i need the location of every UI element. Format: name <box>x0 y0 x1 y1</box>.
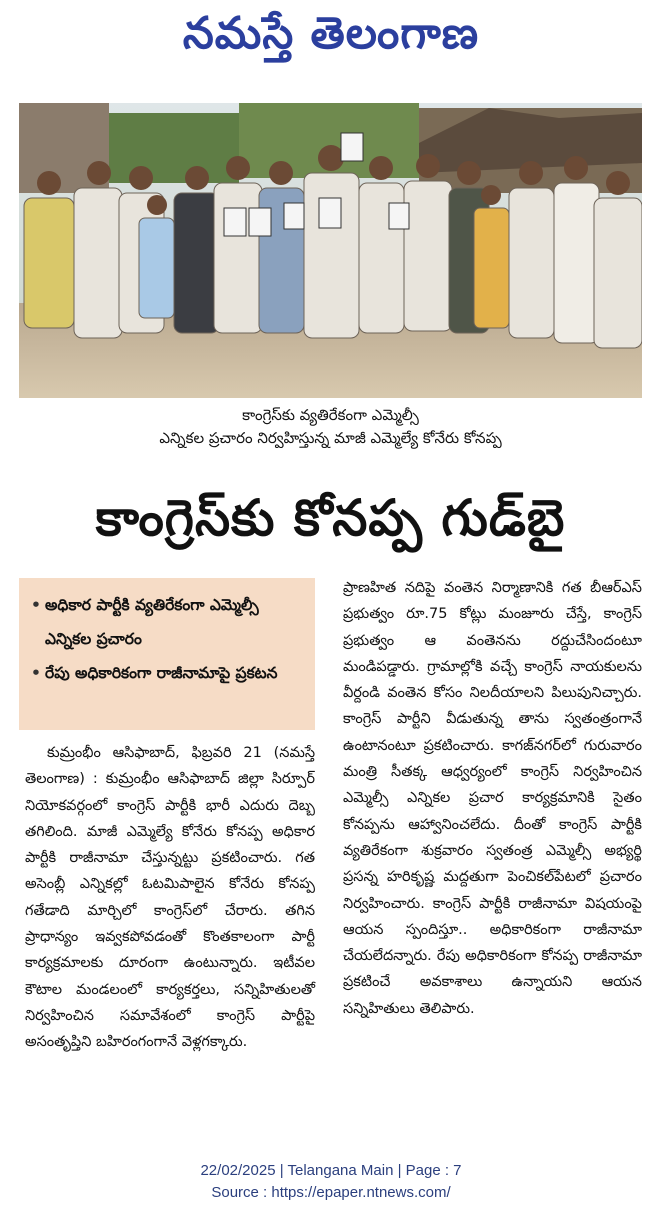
page-footer <box>0 1160 662 1204</box>
highlights-box <box>19 578 315 730</box>
footer-date-page: 22/02/2025 | Telangana Main | Page : 7 <box>200 1162 462 1179</box>
caption-line-1: కాంగ్రెస్‌కు వ్యతిరేకంగా ఎమ్మెల్సీ <box>242 406 419 424</box>
article-column-right <box>343 575 642 1022</box>
photo-caption <box>19 404 642 450</box>
article-column-left <box>25 740 315 1056</box>
bullet-icon: • <box>31 596 41 614</box>
bullet-icon: • <box>31 664 41 682</box>
highlight-item <box>31 656 307 690</box>
masthead-title: నమస్తే తెలంగాణ <box>182 8 480 59</box>
highlight-item <box>31 588 307 656</box>
article-paragraph-right: ప్రాణహిత నదిపై వంతెన నిర్మాణానికి గత బీఆర్‌ఎస్ ప్రభుత్వం రూ.75 కోట్లు మంజూరు చేస్తే, కాంగ్రెస్ ప్రభుత్వం ఆ వంతెనను రద్దుచేసిందంటూ మండిపడ్డారు. గ్రామాల్లోకి వచ్చే కాంగ్రెస్ నాయకులను వీర్దండి వంతెన కోసం నిలదీయాలని పిలుపునిచ్చారు. కాంగ్రెస్ పార్టీని వీడుతున్న తాను స్వతంత్రంగానే ఉంటానంటూ ప్రకటించారు. కాగజ్‌నగర్‌లో గురువారం మంత్రి సీతక్క ఆధ్వర్యంలో కాంగ్రెస్ నిర్వహించిన ఎమ్మెల్సీ ఎన్నికల ప్రచార కార్యక్రమానికి సైతం కోనప్పను ఆహ్వానించలేదు. దీంతో కాంగ్రెస్ పార్టీకి వ్యతిరేకంగా శుక్రవారం స్వతంత్ర ఎమ్మెల్సీ అభ్యర్థి ప్రసన్న హరికృష్ణ మద్దతుగా పెంచికల్‌పేటలో ప్రచారం నిర్వహించారు. కాంగ్రెస్ పార్టీకి రాజీనామా విషయంపై ఆయన స్పందిస్తూ.. అధికారికంగా రాజీనామా చేయలేదన్నారు. రేపు అధికారికంగా కోనప్ప రాజీనామా ప్రకటించే అవకాశాలు ఉన్నాయని ఆయన సన్నిహితులు తెలిపారు. <box>343 580 642 1017</box>
highlight-text: అధికార పార్టీకి వ్యతిరేకంగా ఎమ్మెల్సీ ఎన్నికల ప్రచారం <box>45 596 259 648</box>
article-headline: కాంగ్రెస్‌కు కోనప్ప గుడ్‌బై <box>95 489 566 547</box>
footer-source: Source : https://epaper.ntnews.com/ <box>211 1184 451 1201</box>
group-photo-icon <box>19 103 642 398</box>
newspaper-masthead <box>0 8 662 70</box>
highlight-text: రేపు అధికారికంగా రాజీనామాపై ప్రకటన <box>45 664 278 682</box>
news-photo <box>19 103 642 398</box>
article-paragraph-left: కుమ్రంభీం ఆసిఫాబాద్, ఫిబ్రవరి 21 (నమస్తే తెలంగాణ) : కుమ్రంభీం ఆసిఫాబాద్ జిల్లా సిర్పూర్ నియోకవర్గంలో కాంగ్రెస్ పార్టీకి భారీ ఎదురు దెబ్బ తగిలింది. మాజీ ఎమ్మెల్యే కోనేరు కోనప్ప అధికార పార్టీకి రాజీనామా చేస్తున్నట్టు ప్రకటించారు. గత అసెంబ్లీ ఎన్నికల్లో ఓటమిపాలైన కోనేరు కోనప్ప గతేడాది మార్చిలో కాంగ్రెస్‌లో చేరారు. తగిన ప్రాధాన్యం ఇవ్వకపోవడంతో కొంతకాలంగా పార్టీ కార్యక్రమాలకు దూరంగా ఉంటున్నారు. ఇటీవల కౌటాల మండలంలో కార్యకర్తలు, సన్నిహితులతో నిర్వహించిన సమావేశంలో కాంగ్రెస్ పార్టీపై అసంతృప్తిని బహిరంగంగానే వెళ్లగక్కారు. <box>25 745 315 1051</box>
caption-line-2: ఎన్నికల ప్రచారం నిర్వహిస్తున్న మాజీ ఎమ్మెల్యే కోనేరు కోనప్ప <box>159 429 502 447</box>
